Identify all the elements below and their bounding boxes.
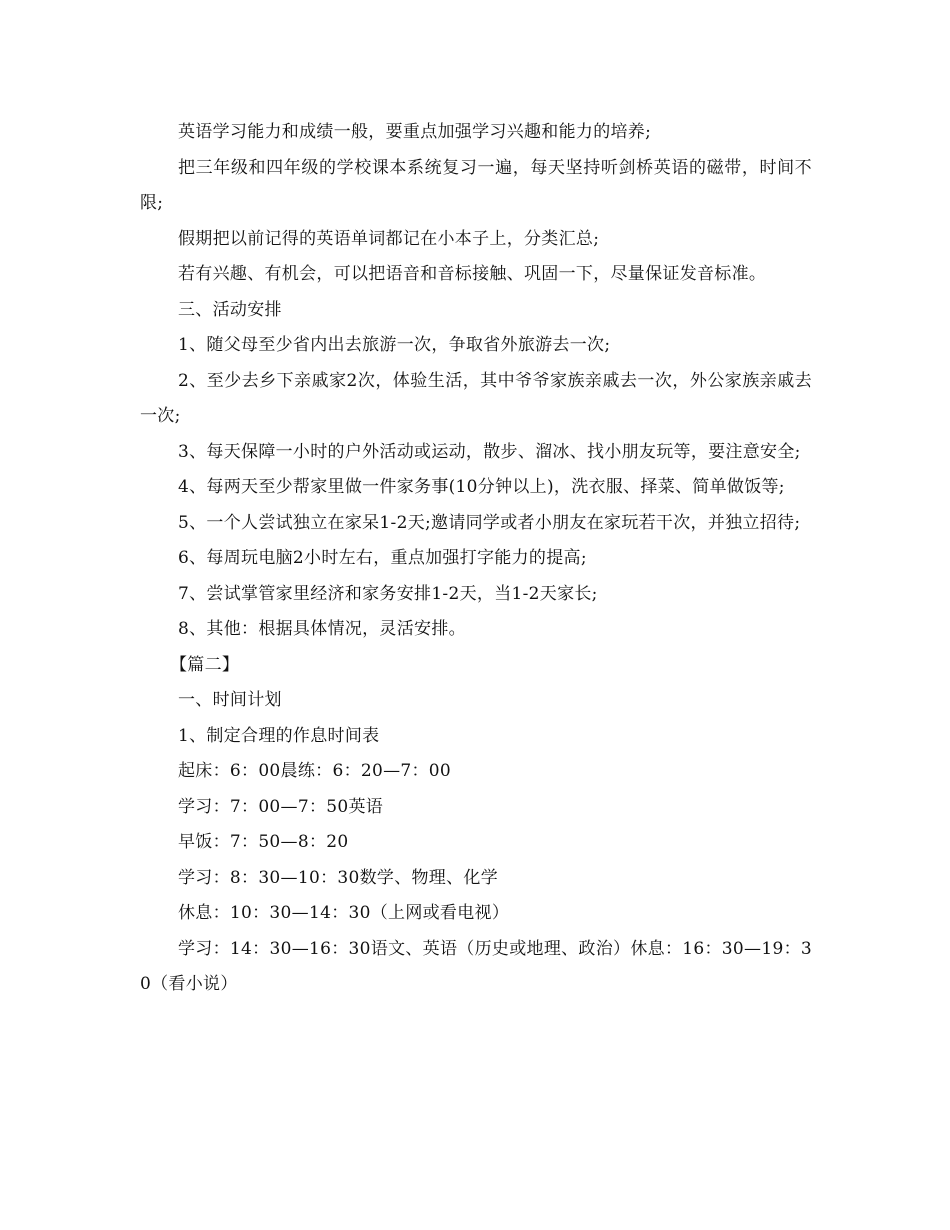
paragraph-vocabulary-notebook: 假期把以前记得的英语单词都记在小本子上，分类汇总; xyxy=(178,228,600,249)
list-item-outdoor-activity: 3、每天保障一小时的户外活动或运动，散步、溜冰、找小朋友玩等，要注意安全; xyxy=(178,441,801,462)
schedule-study-english: 学习：7：00—7：50英语 xyxy=(178,796,384,817)
paragraph-english-ability: 英语学习能力和成绩一般，要重点加强学习兴趣和能力的培养; xyxy=(178,122,652,142)
section-heading-activities: 三、活动安排 xyxy=(178,299,282,320)
list-item-housework: 4、每两天至少帮家里做一件家务事(10分钟以上)，洗衣服、择菜、简单做饭等; xyxy=(178,477,785,497)
document-body xyxy=(140,115,812,1003)
list-item-computer: 6、每周玩电脑2小时左右，重点加强打字能力的提高; xyxy=(178,548,587,568)
section-heading-part-two: 【篇二】 xyxy=(170,654,240,675)
list-item-schedule: 1、制定合理的作息时间表 xyxy=(178,725,380,746)
schedule-study-science: 学习：8：30—10：30数学、物理、化学 xyxy=(178,867,499,888)
schedule-wake-up: 起床：6：00晨练：6：20—7：00 xyxy=(178,761,452,781)
list-item-independence: 5、一个人尝试独立在家呆1-2天;邀请同学或者小朋友在家玩若干次，并独立招待; xyxy=(178,512,801,533)
list-item-travel: 1、随父母至少省内出去旅游一次，争取省外旅游去一次; xyxy=(178,335,611,355)
paragraph-review-textbooks: 把三年级和四年级的学校课本系统复习一遍，每天坚持听剑桥英语的磁带，时间不限; xyxy=(140,157,812,213)
list-item-other: 8、其他：根据具体情况，灵活安排。 xyxy=(178,619,466,639)
schedule-breakfast: 早饭：7：50—8：20 xyxy=(178,832,349,852)
schedule-afternoon: 学习：14：30—16：30语文、英语（历史或地理、政治）休息：16：30—19：30（看小说） xyxy=(140,938,812,994)
section-heading-time-plan: 一、时间计划 xyxy=(178,690,282,710)
list-item-visit-relatives: 2、至少去乡下亲戚家2次，体验生活，其中爷爷家族亲戚去一次，外公家族亲戚去一次; xyxy=(140,370,812,426)
paragraph-phonetics: 若有兴趣、有机会，可以把语音和音标接触、巩固一下，尽量保证发音标准。 xyxy=(178,264,767,284)
list-item-household-management: 7、尝试掌管家里经济和家务安排1-2天，当1-2天家长; xyxy=(178,583,598,604)
schedule-rest: 休息：10：30—14：30（上网或看电视） xyxy=(178,903,510,923)
